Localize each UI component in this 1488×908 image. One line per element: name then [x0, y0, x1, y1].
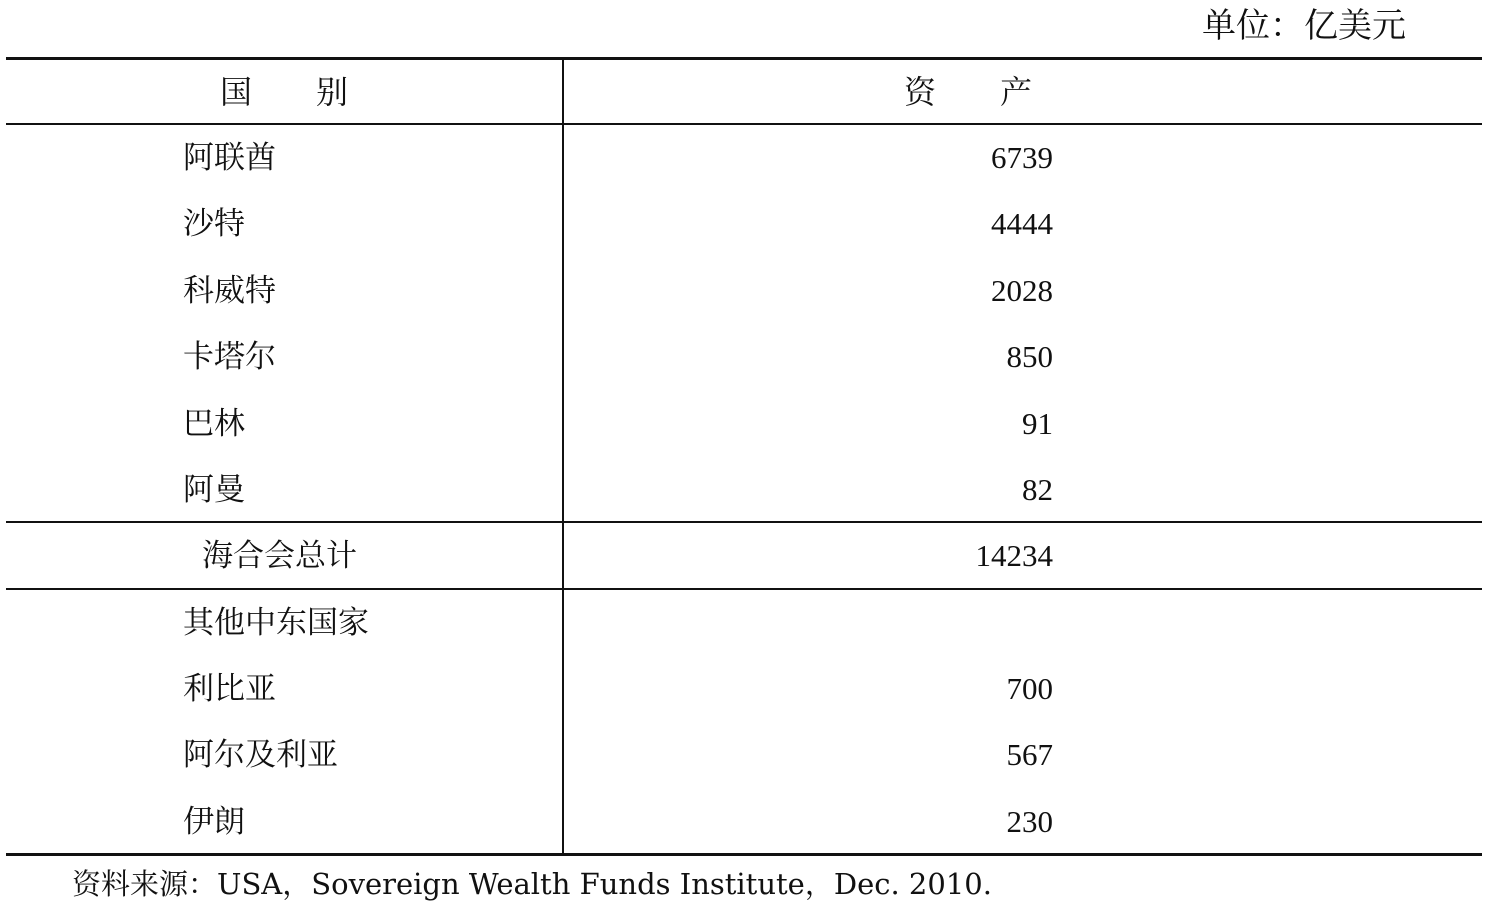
header-assets: 资 产: [903, 73, 1032, 111]
country-cell: 沙特: [183, 206, 245, 242]
table-row: [0, 789, 1488, 855]
source-note: 资料来源：USA，Sovereign Wealth Funds Institute，Dec. 2010.: [72, 867, 992, 901]
country-cell: 阿曼: [183, 472, 245, 508]
country-cell: 阿联酋: [183, 140, 276, 176]
asset-cell: 230: [1006, 804, 1053, 839]
unit-label: 单位：亿美元: [1202, 6, 1406, 46]
table-row: [0, 258, 1488, 324]
country-cell: 伊朗: [183, 804, 245, 840]
section-heading: 其他中东国家: [183, 605, 369, 641]
total-label: 海合会总计: [202, 538, 357, 574]
country-cell: 巴林: [183, 406, 245, 442]
table-row: [0, 191, 1488, 257]
country-cell: 利比亚: [183, 671, 276, 707]
country-cell: 科威特: [183, 273, 276, 309]
table-row: [0, 457, 1488, 523]
asset-cell: 700: [1006, 671, 1053, 706]
table-row: [0, 125, 1488, 191]
asset-cell: 6739: [991, 140, 1053, 175]
country-cell: 阿尔及利亚: [183, 737, 338, 773]
asset-cell: 567: [1006, 737, 1053, 772]
top-rule: [6, 57, 1482, 60]
table-row: [0, 656, 1488, 722]
table-row: [0, 590, 1488, 656]
asset-cell: 2028: [991, 273, 1053, 308]
table-row: [0, 722, 1488, 788]
asset-cell: 850: [1006, 339, 1053, 374]
asset-cell: 4444: [991, 206, 1053, 241]
country-cell: 卡塔尔: [183, 339, 276, 375]
total-row: [0, 523, 1488, 589]
asset-cell: 91: [1022, 406, 1053, 441]
table-row: [0, 391, 1488, 457]
asset-cell: 82: [1022, 472, 1053, 507]
table-row: [0, 324, 1488, 390]
header-country: 国 别: [219, 73, 348, 111]
total-value: 14234: [975, 538, 1053, 573]
